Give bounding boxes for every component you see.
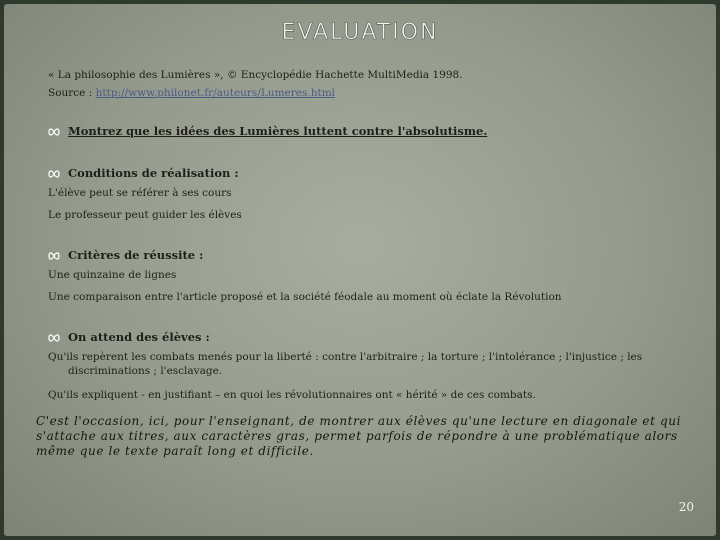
bullet-criteria [48,248,203,262]
bullet-criteria-text: Critères de réussite : [68,248,204,262]
bullet-conditions-text: Conditions de réalisation : [68,166,239,180]
bullet-task-text: Montrez que les idées des Lumières luttent contre l'absolutisme. [68,124,488,138]
slide-title: EVALUATION [281,20,439,45]
source-label: Source : [48,87,96,99]
bullet-conditions [48,166,239,180]
infinity-bullet-icon [48,127,60,137]
bullet-expectations-text: On attend des élèves : [68,330,210,344]
source-link[interactable]: http://www.philonet.fr/auteurs/Lumeres.html [95,87,336,99]
criteria-line-2: Une comparaison entre l'article proposé et la société féodale au moment où éclate la Révolution [48,291,562,303]
citation-text: « La philosophie des Lumières », © Encyclopédie Hachette MultiMedia 1998. [48,69,463,81]
page-number: 20 [678,500,694,514]
criteria-line-1: Une quinzaine de lignes [48,269,177,281]
source-line [48,86,335,100]
bullet-task [48,124,487,138]
expectations-line-2: Qu'ils expliquent - en justifiant – en quoi les révolutionnaires ont « hérité » de ces combats. [48,389,536,401]
conditions-line-2: Le professeur peut guider les élèves [48,209,242,221]
infinity-bullet-icon [48,251,60,261]
bullet-expectations [48,330,210,344]
conditions-line-1: L'élève peut se référer à ses cours [48,187,232,199]
infinity-bullet-icon [48,169,60,179]
expectations-line-1: Qu'ils repèrent les combats menés pour la liberté : contre l'arbitraire ; la torture ; l'intolérance ; l'injustice ; les discriminations ; l'esclavage. [48,351,643,377]
infinity-bullet-icon [48,333,60,343]
teacher-note: C'est l'occasion, ici, pour l'enseignant, de montrer aux élèves qu'une lecture en diagonale et qui s'attache aux titres, aux caractères gras, permet parfois de répondre à une problématique alors même que le texte paraît long et difficile. [36,414,682,458]
